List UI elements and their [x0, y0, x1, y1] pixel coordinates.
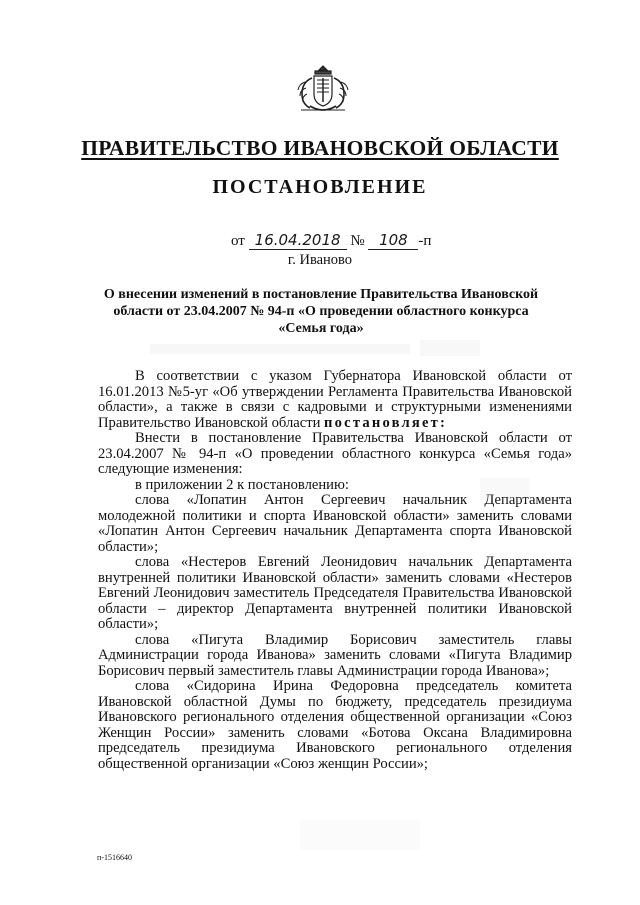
paragraph-appendix: в приложении 2 к постановлению: — [135, 476, 349, 493]
scan-noise — [300, 820, 420, 850]
date-number-line — [231, 232, 431, 250]
scan-noise — [420, 340, 480, 356]
document-number: 108 — [368, 232, 418, 250]
resolves-keyword: постановляет: — [324, 414, 448, 431]
paragraph-change-piguta: слова «Пигута Владимир Борисович заместитель главы Администрации города Иванова» заменить словами «Пигута Владимир Борисович первый заместитель главы Администрации города Иванова»; — [98, 631, 572, 679]
paragraph-preamble — [98, 369, 572, 431]
document-body — [98, 369, 572, 772]
government-title: ПРАВИТЕЛЬСТВО ИВАНОВСКОЙ ОБЛАСТИ — [81, 136, 559, 160]
scan-noise — [150, 344, 410, 354]
footer-code: п-1516640 — [97, 853, 132, 862]
document-type-heading: ПОСТАНОВЛЕНИЕ — [212, 176, 428, 198]
paragraph-change-sidorina: слова «Сидорина Ирина Федоровна председатель комитета Ивановской областной Думы по бюджету, председатель президиума Ивановского регионального отделения общественной организации «Союз Женщин России» заменить словами «Ботова Оксана Владимировна председатель президиума Ивановского регионального отделения общественной организации «Союз женщин России»; — [98, 678, 572, 772]
paragraph-change-nesterov: слова «Нестеров Евгений Леонидович начальник Департамента внутренней политики Ивановской области» заменить словами «Нестеров Евгений Леонидович заместитель Председателя Правительства Ивановской области – директор Департамента внутренней политики Ивановской области»; — [98, 554, 572, 632]
date-prefix: от — [231, 233, 245, 249]
coat-of-arms-emblem-icon — [293, 62, 353, 116]
preamble-text: В соответствии с указом Губернатора Ивановской области от 16.01.2013 №5-уг «Об утверждении Регламента Правительства Ивановской области», а также в связи с кадровыми и структурными изменениями Правительство Ивановской области — [98, 368, 572, 431]
city-name: г. Иваново — [287, 252, 353, 268]
number-suffix: -п — [418, 233, 432, 249]
number-prefix: № — [350, 233, 365, 249]
document-subject: О внесении изменений в постановление Правительства Ивановской области от 23.04.2007 № 94-п «О проведении областного конкурса «Семья года» — [103, 287, 539, 336]
paragraph-change-lopatin: слова «Лопатин Антон Сергеевич начальник Департамента молодежной политики и спорта Ивановской области» заменить словами «Лопатин Антон Сергеевич начальник Департамента спорта Ивановской области»; — [98, 492, 572, 555]
paragraph-amendment: Внести в постановление Правительства Ивановской области от 23.04.2007 № 94-п «О проведении областного конкурса «Семья года» следующие изменения: — [98, 430, 572, 477]
document-date: 16.04.2018 — [249, 232, 347, 250]
scan-noise — [480, 478, 530, 500]
